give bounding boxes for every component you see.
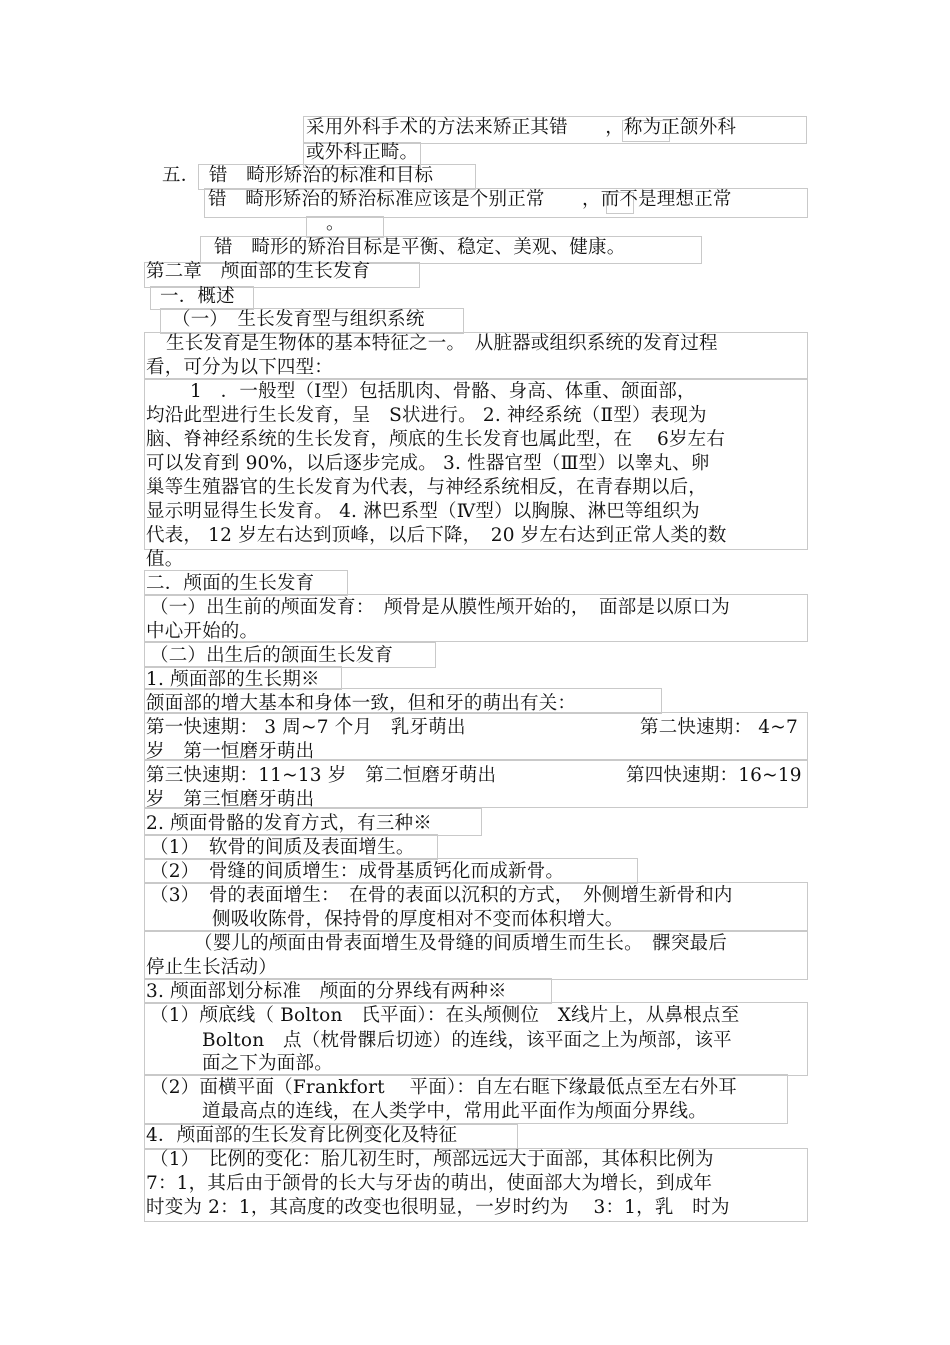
text-line: （一）出生前的颅面发育： 颅骨是从膜性颅开始的， 面部是以原口为 (150, 597, 730, 618)
text-line: （2） 骨缝的间质增生：成骨基质钙化而成新骨。 (150, 861, 565, 882)
text-line: 可以发育到 90%，以后逐步完成。 3. 性器官型（Ⅲ型）以睾丸、卵 (146, 453, 710, 474)
text-line: 道最高点的连线，在人类学中，常用此平面作为颅面分界线。 (202, 1101, 707, 1122)
text-line: 1 ．一般型（Ⅰ型）包括肌肉、骨骼、身高、体重、颌面部， (190, 381, 696, 402)
text-line: Bolton 点（枕骨髁后切迹）的连线，该平面之上为颅部，该平 (202, 1030, 732, 1051)
line-frame (306, 216, 384, 238)
item-heading: 1. 颅面部的生长期※ (146, 669, 320, 690)
text-line: 看，可分为以下四型： (146, 357, 334, 378)
text-line: 采用外科手术的方法来矫正其错 ，称为正颌外科 (306, 117, 737, 138)
text-line: 值。 (146, 549, 184, 570)
text-line: （1）颅底线（ Bolton 氏平面）：在头颅侧位 X线片上，从鼻根点至 (150, 1005, 740, 1026)
text-line: （2）面横平面（Frankfort 平面）：自左右眶下缘最低点至左右外耳 (150, 1077, 737, 1098)
text-line: 巢等生殖器官的生长发育为代表，与神经系统相反，在青春期以后， (146, 477, 708, 498)
text-line: 或外科正畸。 (306, 142, 419, 163)
text-line: 岁 第三恒磨牙萌出 (146, 789, 315, 810)
text-line: 错 畸形的矫治目标是平衡、稳定、美观、健康。 (214, 237, 626, 258)
subsection-heading: （一） 生长发育型与组织系统 (172, 309, 425, 330)
text-line: 脑、脊神经系统的生长发育，颅底的生长发育也属此型，在 6岁左右 (146, 429, 726, 450)
text-line: 代表， 12 岁左右达到顶峰，以后下降， 20 岁左右达到正常人类的数 (146, 525, 727, 546)
text-line: 岁 第一恒磨牙萌出 (146, 741, 315, 762)
section-heading: 一．概述 (160, 286, 235, 307)
text-line: 均沿此型进行生长发育，呈 S状进行。 2. 神经系统（Ⅱ型）表现为 (146, 405, 707, 426)
section-heading: 五． 错 畸形矫治的标准和目标 (162, 165, 434, 186)
item-heading: 2. 颅面骨骼的发育方式，有三种※ (146, 813, 432, 834)
text-line: 停止生长活动） (146, 957, 277, 978)
text-line: 第三快速期：11~13 岁 第二恒磨牙萌出 (146, 765, 497, 786)
text-line: 第四快速期：16~19 (626, 765, 802, 786)
text-line: 颌面部的增大基本和身体一致，但和牙的萌出有关： (146, 693, 577, 714)
text-line: 第一快速期： 3 周~7 个月 乳牙萌出 (146, 717, 466, 738)
text-line: （婴儿的颅面由骨表面增生及骨缝的间质增生而生长。 髁突最后 (194, 933, 728, 954)
item-heading: 3. 颅面部划分标准 颅面的分界线有两种※ (146, 981, 507, 1002)
text-line: 面之下为面部。 (202, 1053, 333, 1074)
item-heading: 4．颅面部的生长发育比例变化及特征 (146, 1125, 458, 1146)
text-line: （3） 骨的表面增生： 在骨的表面以沉积的方式， 外侧增生新骨和内 (150, 885, 733, 906)
text-line: （1） 软骨的间质及表面增生。 (150, 837, 415, 858)
text-line: 。 (326, 213, 345, 234)
text-line: 7：1，其后由于颌骨的长大与牙齿的萌出，使面部大为增长，到成年 (146, 1173, 713, 1194)
text-line: 生长发育是生物体的基本特征之一。 从脏器或组织系统的发育过程 (166, 333, 718, 354)
text-line: 显示明显得生长发育。 4. 淋巴系型（Ⅳ型）以胸腺、淋巴等组织为 (146, 501, 700, 522)
text-line: 时变为 2：1，其高度的改变也很明显，一岁时约为 3：1，乳 时为 (146, 1197, 730, 1218)
text-line: （1） 比例的变化：胎儿初生时，颅部远远大于面部，其体积比例为 (150, 1149, 714, 1170)
text-line: 第二快速期： 4~7 (640, 717, 798, 738)
chapter-heading: 第二章 颅面部的生长发育 (146, 261, 371, 282)
text-line: 中心开始的。 (146, 621, 259, 642)
text-line: 错 畸形矫治的矫治标准应该是个别正常 ，而不是理想正常 (208, 189, 732, 210)
section-heading: 二．颅面的生长发育 (146, 573, 315, 594)
text-line: 侧吸收陈骨，保持骨的厚度相对不变而体积增大。 (212, 909, 624, 930)
subsection-heading: （二）出生后的颌面生长发育 (150, 645, 394, 666)
